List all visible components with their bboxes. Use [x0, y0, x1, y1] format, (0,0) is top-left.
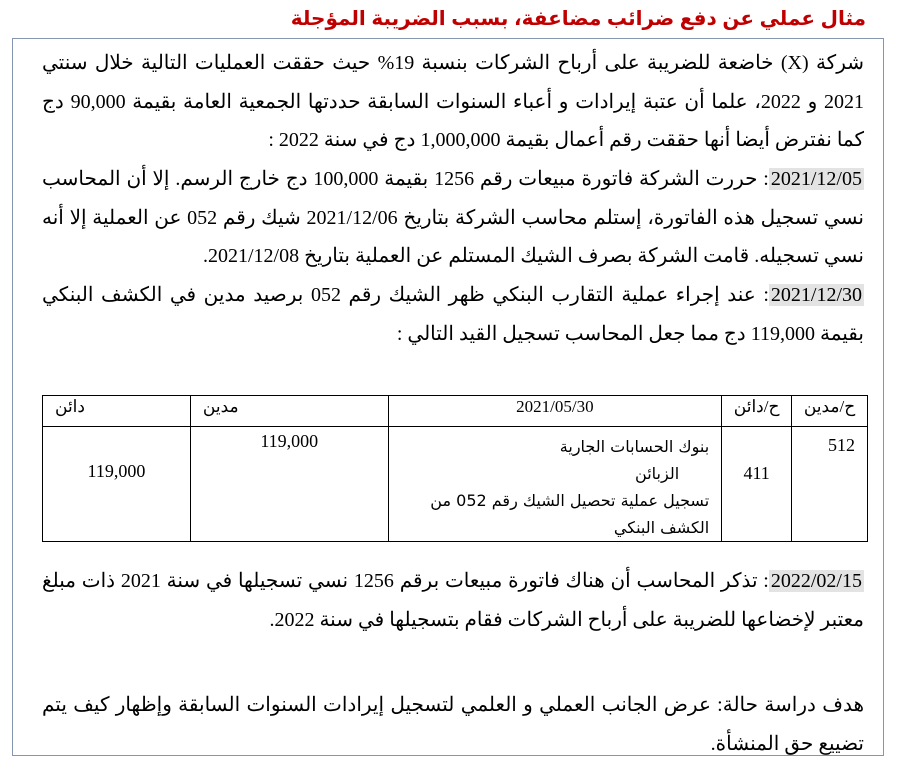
- operation-1: [42, 160, 864, 276]
- debit-amount-cell: [190, 427, 388, 542]
- credit-amount: 119,000: [87, 461, 146, 481]
- credit-account-number: 411: [743, 463, 770, 483]
- operation-1-text: : حررت الشركة فاتورة مبيعات رقم 1256 بقيمة 100,000 دج خارج الرسم. إلا أن المحاسب نسي تسجيل هذه الفاتورة، إستلم محاسب الشركة بتاريخ 2021/12/06 شيك رقم 052 عن العملية إلا أنه نسي تسجيله. قامت الشركة بصرف الشيك المستلم عن العملية بتاريخ 2021/12/08.: [42, 168, 864, 267]
- page-title: مثال عملي عن دفع ضرائب مضاعفة، بسبب الضريبة المؤجلة: [290, 8, 866, 30]
- journal-header-row: [43, 396, 868, 427]
- header-debit-account: ح/مدين: [792, 396, 868, 427]
- journal-body-row: [43, 427, 868, 542]
- debit-amount: 119,000: [260, 431, 319, 451]
- credit-account-cell: [722, 427, 792, 542]
- operation-3: [42, 562, 864, 639]
- journal-entry-table: [42, 395, 868, 542]
- intro-paragraph: شركة (X) خاضعة للضريبة على أرباح الشركات بنسبة 19% حيث حققت العمليات التالية خلال سنتي 2021 و 2022، علما أن عتبة إيرادات و أعباء السنوات السابقة حددتها الجمعية العامة بقيمة 90,000 دج كما نفترض أيضا أنها حققت رقم أعمال بقيمة 1,000,000 دج في سنة 2022 :: [42, 52, 864, 151]
- entry-line-description: تسجيل عملية تحصيل الشيك رقم 052 من الكشف البنكي: [430, 491, 710, 537]
- operation-1-date: 2021/12/05: [770, 168, 862, 190]
- entry-line-bank: بنوك الحسابات الجارية: [559, 437, 710, 456]
- header-debit: مدين: [190, 396, 388, 427]
- operation-2: [42, 276, 864, 353]
- entry-description-cell: [388, 427, 722, 542]
- case-study-goal: هدف دراسة حالة: عرض الجانب العملي و العلمي لتسجيل إيرادات السنوات السابقة وإظهار كيف يتم تضييع حق المنشأة.: [42, 694, 864, 755]
- operation-2-text: : عند إجراء عملية التقارب البنكي ظهر الشيك رقم 052 برصيد مدين في الكشف البنكي بقيمة 119,000 دج مما جعل المحاسب تسجيل القيد التالي :: [42, 284, 864, 345]
- debit-account-number: 512: [828, 435, 855, 455]
- debit-account-cell: [792, 427, 868, 542]
- entry-line-customers: الزبائن: [635, 464, 680, 483]
- header-date: 2021/05/30: [388, 396, 722, 427]
- credit-amount-cell: [43, 427, 191, 542]
- operation-2-date: 2021/12/30: [770, 284, 863, 306]
- operation-3-date: 2022/02/15: [770, 570, 862, 592]
- header-credit-account: ح/دائن: [722, 396, 792, 427]
- header-credit: دائن: [43, 396, 191, 427]
- operation-3-text: : تذكر المحاسب أن هناك فاتورة مبيعات برقم 1256 نسي تسجيلها في سنة 2021 ذات مبلغ معتبر لإخضاعها للضريبة على أرباح الشركات فقام بتسجيلها في سنة 2022.: [42, 570, 864, 631]
